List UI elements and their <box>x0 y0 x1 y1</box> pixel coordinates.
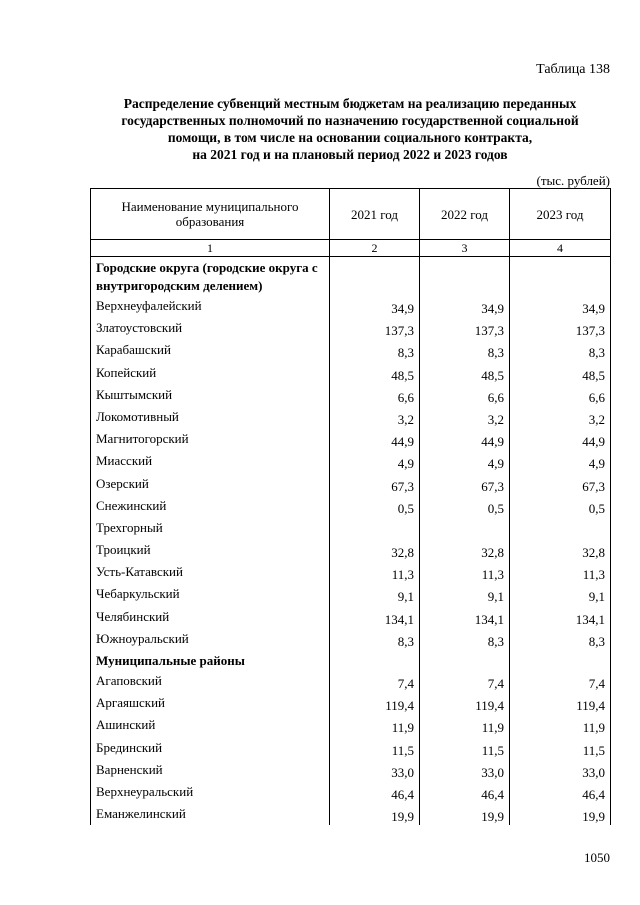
empty-cell <box>330 650 420 670</box>
municipality-name: Брединский <box>91 737 330 759</box>
value-2023: 6,6 <box>510 384 611 406</box>
value-2021: 8,3 <box>330 628 420 650</box>
value-2021: 4,9 <box>330 450 420 472</box>
column-number: 3 <box>420 240 510 257</box>
value-2023: 67,3 <box>510 473 611 495</box>
value-2022: 11,5 <box>420 737 510 759</box>
value-2022: 32,8 <box>420 539 510 561</box>
table-row <box>91 384 611 406</box>
page-number: 1050 <box>584 850 610 865</box>
value-2023: 8,3 <box>510 339 611 361</box>
table-row <box>91 517 611 539</box>
value-2022: 119,4 <box>420 692 510 714</box>
group-header-row <box>91 650 611 670</box>
table-row <box>91 295 611 317</box>
value-2022: 8,3 <box>420 628 510 650</box>
municipality-name: Карабашский <box>91 339 330 361</box>
value-2023: 119,4 <box>510 692 611 714</box>
value-2023: 3,2 <box>510 406 611 428</box>
value-2021: 11,9 <box>330 714 420 736</box>
value-2023: 134,1 <box>510 606 611 628</box>
value-2022: 48,5 <box>420 362 510 384</box>
municipality-name: Троицкий <box>91 539 330 561</box>
title-line: государственных полномочий по назначению государственной социальной <box>121 113 579 128</box>
value-2021: 44,9 <box>330 428 420 450</box>
value-2021: 11,5 <box>330 737 420 759</box>
value-2021: 7,4 <box>330 670 420 692</box>
group-title: Городские округа (городские округа с внутригородским делением) <box>91 257 330 296</box>
column-number: 4 <box>510 240 611 257</box>
empty-cell <box>420 650 510 670</box>
table-row <box>91 628 611 650</box>
header-name: Наименование муниципального образования <box>91 189 330 240</box>
value-2022: 0,5 <box>420 495 510 517</box>
value-2023: 46,4 <box>510 781 611 803</box>
value-2023: 44,9 <box>510 428 611 450</box>
value-2021: 46,4 <box>330 781 420 803</box>
value-2022: 19,9 <box>420 803 510 825</box>
value-2021: 34,9 <box>330 295 420 317</box>
value-2022: 8,3 <box>420 339 510 361</box>
value-2022 <box>420 517 510 539</box>
value-2021 <box>330 517 420 539</box>
municipality-name: Усть-Катавский <box>91 561 330 583</box>
municipality-name: Ашинский <box>91 714 330 736</box>
group-title: Муниципальные районы <box>91 650 330 670</box>
municipality-name: Южноуральский <box>91 628 330 650</box>
value-2023: 8,3 <box>510 628 611 650</box>
value-2021: 9,1 <box>330 583 420 605</box>
header-2022: 2022 год <box>420 189 510 240</box>
value-2022: 9,1 <box>420 583 510 605</box>
subvention-table <box>90 188 611 825</box>
table-row <box>91 606 611 628</box>
value-2022: 46,4 <box>420 781 510 803</box>
table-row <box>91 539 611 561</box>
empty-cell <box>510 257 611 296</box>
column-number: 1 <box>91 240 330 257</box>
value-2022: 7,4 <box>420 670 510 692</box>
title-line: Распределение субвенций местным бюджетам на реализацию переданных <box>123 96 577 111</box>
empty-cell <box>330 257 420 296</box>
table-row <box>91 737 611 759</box>
value-2021: 33,0 <box>330 759 420 781</box>
value-2021: 137,3 <box>330 317 420 339</box>
municipality-name: Аргаяшский <box>91 692 330 714</box>
value-2021: 6,6 <box>330 384 420 406</box>
value-2022: 11,9 <box>420 714 510 736</box>
municipality-name: Магнитогорский <box>91 428 330 450</box>
table-label: Таблица 138 <box>536 62 610 77</box>
value-2021: 11,3 <box>330 561 420 583</box>
municipality-name: Кыштымский <box>91 384 330 406</box>
value-2021: 119,4 <box>330 692 420 714</box>
value-2022: 11,3 <box>420 561 510 583</box>
column-number: 2 <box>330 240 420 257</box>
table-row <box>91 781 611 803</box>
table-row <box>91 759 611 781</box>
municipality-name: Верхнеуральский <box>91 781 330 803</box>
empty-cell <box>510 650 611 670</box>
value-2022: 33,0 <box>420 759 510 781</box>
value-2023: 137,3 <box>510 317 611 339</box>
value-2023: 9,1 <box>510 583 611 605</box>
table-row <box>91 583 611 605</box>
value-2021: 48,5 <box>330 362 420 384</box>
group-header-row <box>91 257 611 296</box>
municipality-name: Еманжелинский <box>91 803 330 825</box>
value-2021: 134,1 <box>330 606 420 628</box>
header-row <box>91 189 611 240</box>
municipality-name: Снежинский <box>91 495 330 517</box>
units-label: (тыс. рублей) <box>536 173 610 188</box>
value-2022: 6,6 <box>420 384 510 406</box>
table-title <box>60 95 640 163</box>
value-2023: 7,4 <box>510 670 611 692</box>
value-2022: 34,9 <box>420 295 510 317</box>
value-2022: 67,3 <box>420 473 510 495</box>
municipality-name: Трехгорный <box>91 517 330 539</box>
header-2023: 2023 год <box>510 189 611 240</box>
municipality-name: Озерский <box>91 473 330 495</box>
table-row <box>91 561 611 583</box>
value-2022: 3,2 <box>420 406 510 428</box>
table-row <box>91 670 611 692</box>
value-2023: 33,0 <box>510 759 611 781</box>
table-row <box>91 495 611 517</box>
municipality-name: Копейский <box>91 362 330 384</box>
value-2023: 4,9 <box>510 450 611 472</box>
table-row <box>91 317 611 339</box>
municipality-name: Верхнеуфалейский <box>91 295 330 317</box>
table-row <box>91 450 611 472</box>
value-2021: 0,5 <box>330 495 420 517</box>
table-row <box>91 339 611 361</box>
table-row <box>91 406 611 428</box>
value-2021: 32,8 <box>330 539 420 561</box>
value-2023: 48,5 <box>510 362 611 384</box>
value-2023: 34,9 <box>510 295 611 317</box>
municipality-name: Миасский <box>91 450 330 472</box>
value-2022: 4,9 <box>420 450 510 472</box>
municipality-name: Чебаркульский <box>91 583 330 605</box>
value-2023: 19,9 <box>510 803 611 825</box>
value-2021: 8,3 <box>330 339 420 361</box>
value-2023 <box>510 517 611 539</box>
column-number-row <box>91 240 611 257</box>
municipality-name: Агаповский <box>91 670 330 692</box>
table-row <box>91 473 611 495</box>
title-line: помощи, в том числе на основании социального контракта, <box>167 130 533 145</box>
title-line: на 2021 год и на плановый период 2022 и 2023 годов <box>192 147 508 162</box>
municipality-name: Локомотивный <box>91 406 330 428</box>
value-2023: 32,8 <box>510 539 611 561</box>
municipality-name: Златоустовский <box>91 317 330 339</box>
table-row <box>91 428 611 450</box>
municipality-name: Варненский <box>91 759 330 781</box>
value-2023: 0,5 <box>510 495 611 517</box>
table-row <box>91 692 611 714</box>
municipality-name: Челябинский <box>91 606 330 628</box>
value-2023: 11,5 <box>510 737 611 759</box>
header-2021: 2021 год <box>330 189 420 240</box>
table-row <box>91 714 611 736</box>
value-2021: 19,9 <box>330 803 420 825</box>
value-2022: 137,3 <box>420 317 510 339</box>
value-2022: 44,9 <box>420 428 510 450</box>
value-2022: 134,1 <box>420 606 510 628</box>
value-2023: 11,9 <box>510 714 611 736</box>
empty-cell <box>420 257 510 296</box>
value-2021: 67,3 <box>330 473 420 495</box>
table-body <box>91 257 611 826</box>
table-row <box>91 803 611 825</box>
table-row <box>91 362 611 384</box>
value-2021: 3,2 <box>330 406 420 428</box>
value-2023: 11,3 <box>510 561 611 583</box>
